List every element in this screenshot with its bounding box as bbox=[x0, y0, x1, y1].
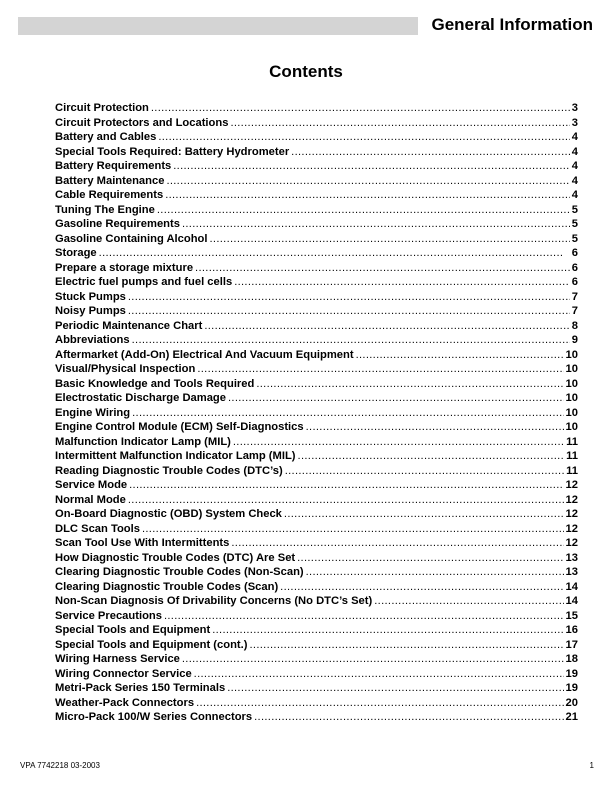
toc-entry-page: 8 bbox=[571, 319, 578, 332]
toc-entry-title: Malfunction Indicator Lamp (MIL) bbox=[55, 435, 231, 448]
toc-entry-page: 12 bbox=[565, 508, 578, 520]
toc-dot-leader bbox=[158, 130, 569, 145]
toc-entry-title: Metri-Pack Series 150 Terminals bbox=[55, 682, 226, 694]
toc-dot-leader bbox=[209, 232, 569, 247]
toc-entry[interactable] bbox=[55, 145, 578, 160]
toc-entry[interactable] bbox=[55, 580, 578, 595]
page-title: Contents bbox=[269, 62, 343, 81]
toc-entry-title: Visual/Physical Inspection bbox=[55, 363, 196, 375]
toc-entry-title: Tuning The Engine bbox=[55, 203, 155, 216]
toc-dot-leader bbox=[173, 159, 570, 174]
toc-entry-page: 20 bbox=[565, 696, 578, 709]
toc-dot-leader bbox=[228, 391, 564, 406]
toc-dot-leader bbox=[227, 681, 563, 696]
toc-entry-title: Engine Control Module (ECM) Self-Diagnostics bbox=[55, 421, 304, 433]
toc-dot-leader bbox=[284, 507, 564, 522]
toc-entry-title: Stuck Pumps bbox=[55, 290, 126, 303]
toc-entry-page: 9 bbox=[571, 334, 578, 346]
section-title: General Information bbox=[431, 15, 593, 34]
toc-dot-leader bbox=[356, 348, 564, 363]
toc-entry[interactable] bbox=[55, 159, 578, 174]
toc-entry[interactable] bbox=[55, 116, 578, 131]
table-of-contents bbox=[55, 101, 578, 725]
toc-entry-title: Abbreviations bbox=[55, 334, 130, 346]
toc-entry-title: Cable Requirements bbox=[55, 189, 164, 201]
toc-entry[interactable] bbox=[55, 101, 578, 116]
toc-entry-page: 21 bbox=[565, 711, 578, 723]
toc-dot-leader bbox=[132, 333, 570, 348]
toc-dot-leader bbox=[280, 580, 563, 595]
toc-dot-leader bbox=[234, 275, 570, 290]
toc-entry[interactable] bbox=[55, 188, 578, 203]
toc-entry-page: 11 bbox=[566, 450, 578, 462]
toc-entry[interactable] bbox=[55, 290, 578, 305]
toc-entry-title: Battery Maintenance bbox=[55, 174, 165, 187]
footer-doc-id: VPA 7742218 03-2003 bbox=[20, 761, 100, 770]
toc-entry-title: Scan Tool Use With Intermittents bbox=[55, 537, 230, 549]
toc-entry-title: Wiring Connector Service bbox=[55, 667, 192, 680]
toc-dot-leader bbox=[166, 174, 569, 189]
toc-dot-leader bbox=[129, 478, 563, 493]
toc-dot-leader bbox=[249, 638, 563, 653]
toc-dot-leader bbox=[306, 565, 564, 580]
toc-entry[interactable] bbox=[55, 507, 578, 522]
toc-entry-page: 13 bbox=[565, 566, 578, 578]
toc-dot-leader bbox=[254, 710, 563, 725]
toc-entry-title: Service Mode bbox=[55, 479, 128, 491]
toc-entry-title: Clearing Diagnostic Trouble Codes (Non-Scan) bbox=[55, 566, 304, 578]
toc-dot-leader bbox=[291, 145, 570, 160]
toc-entry-title: Intermittent Malfunction Indicator Lamp (MIL) bbox=[55, 450, 296, 462]
toc-entry-title: Micro-Pack 100/W Series Connectors bbox=[55, 711, 253, 723]
toc-entry-page: 11 bbox=[566, 464, 578, 477]
toc-entry-page: 18 bbox=[565, 653, 578, 665]
toc-dot-leader bbox=[157, 203, 570, 218]
toc-entry[interactable] bbox=[55, 478, 578, 493]
toc-entry-title: Aftermarket (Add-On) Electrical And Vacuum Equipment bbox=[55, 348, 354, 361]
toc-entry-page: 4 bbox=[571, 160, 578, 172]
toc-entry[interactable] bbox=[55, 217, 578, 232]
toc-dot-leader bbox=[231, 536, 563, 551]
toc-entry-page: 5 bbox=[571, 203, 578, 216]
toc-entry[interactable] bbox=[55, 609, 578, 624]
toc-entry[interactable] bbox=[55, 522, 578, 537]
toc-entry[interactable] bbox=[55, 623, 578, 638]
toc-entry-title: Noisy Pumps bbox=[55, 305, 126, 317]
toc-entry-page: 16 bbox=[565, 624, 578, 636]
toc-dot-leader bbox=[151, 101, 570, 116]
toc-entry-title: Special Tools and Equipment bbox=[55, 624, 211, 636]
toc-dot-leader bbox=[196, 696, 563, 711]
toc-entry[interactable] bbox=[55, 551, 578, 566]
toc-entry[interactable] bbox=[55, 319, 578, 334]
toc-entry-page: 14 bbox=[565, 595, 578, 607]
toc-entry-title: Clearing Diagnostic Trouble Codes (Scan) bbox=[55, 580, 279, 593]
toc-entry[interactable] bbox=[55, 652, 578, 667]
toc-entry-page: 3 bbox=[571, 102, 578, 114]
toc-entry-title: Circuit Protection bbox=[55, 102, 149, 114]
toc-dot-leader bbox=[306, 420, 564, 435]
toc-entry-page: 3 bbox=[571, 116, 578, 129]
header-bar bbox=[18, 17, 418, 35]
toc-entry-page: 17 bbox=[565, 638, 578, 651]
toc-entry-title: Non-Scan Diagnosis Of Drivability Concerns (No DTC’s Set) bbox=[55, 595, 373, 607]
toc-entry-title: DLC Scan Tools bbox=[55, 522, 140, 535]
toc-dot-leader bbox=[182, 217, 570, 232]
toc-dot-leader bbox=[204, 319, 569, 334]
toc-dot-leader bbox=[164, 609, 564, 624]
toc-entry-title: Service Precautions bbox=[55, 609, 162, 622]
toc-entry[interactable] bbox=[55, 377, 578, 392]
toc-entry[interactable] bbox=[55, 464, 578, 479]
toc-entry-title: Special Tools and Equipment (cont.) bbox=[55, 638, 248, 651]
toc-entry[interactable] bbox=[55, 435, 578, 450]
toc-entry[interactable] bbox=[55, 681, 578, 696]
toc-dot-leader bbox=[99, 246, 570, 261]
toc-dot-leader bbox=[230, 116, 569, 131]
toc-entry-page: 10 bbox=[565, 363, 578, 375]
toc-entry-title: Electric fuel pumps and fuel cells bbox=[55, 276, 233, 288]
toc-entry[interactable] bbox=[55, 348, 578, 363]
toc-entry-title: Circuit Protectors and Locations bbox=[55, 116, 229, 129]
toc-entry-title: Wiring Harness Service bbox=[55, 653, 180, 665]
toc-dot-leader bbox=[128, 493, 564, 508]
toc-entry-title: Gasoline Requirements bbox=[55, 218, 180, 230]
toc-entry-page: 10 bbox=[565, 421, 578, 433]
toc-entry-page: 7 bbox=[571, 290, 578, 303]
toc-entry-page: 4 bbox=[571, 131, 578, 143]
toc-entry-title: Battery and Cables bbox=[55, 131, 157, 143]
toc-entry[interactable] bbox=[55, 174, 578, 189]
toc-entry[interactable] bbox=[55, 536, 578, 551]
toc-entry-title: Gasoline Containing Alcohol bbox=[55, 232, 208, 245]
toc-entry-title: How Diagnostic Trouble Codes (DTC) Are Set bbox=[55, 551, 296, 564]
toc-entry-page: 12 bbox=[565, 522, 578, 535]
toc-entry-page: 7 bbox=[571, 305, 578, 317]
toc-entry-title: Storage bbox=[55, 247, 97, 259]
toc-entry-page: 6 bbox=[571, 276, 578, 288]
toc-dot-leader bbox=[212, 623, 563, 638]
toc-entry-page: 19 bbox=[565, 667, 578, 680]
toc-entry[interactable] bbox=[55, 232, 578, 247]
toc-entry[interactable] bbox=[55, 594, 578, 609]
toc-entry-page: 12 bbox=[565, 479, 578, 491]
toc-entry[interactable] bbox=[55, 333, 578, 348]
toc-entry[interactable] bbox=[55, 246, 578, 261]
toc-entry[interactable] bbox=[55, 710, 578, 725]
toc-entry[interactable] bbox=[55, 203, 578, 218]
toc-entry-page: 12 bbox=[565, 493, 578, 506]
toc-entry[interactable] bbox=[55, 638, 578, 653]
toc-entry-page: 5 bbox=[571, 232, 578, 245]
toc-dot-leader bbox=[285, 464, 564, 479]
toc-entry-title: Battery Requirements bbox=[55, 160, 172, 172]
toc-dot-leader bbox=[128, 290, 570, 305]
toc-entry-title: Basic Knowledge and Tools Required bbox=[55, 377, 255, 390]
toc-dot-leader bbox=[194, 667, 564, 682]
toc-dot-leader bbox=[374, 594, 563, 609]
toc-entry-page: 4 bbox=[571, 145, 578, 158]
toc-dot-leader bbox=[132, 406, 563, 421]
toc-entry-page: 4 bbox=[571, 189, 578, 201]
toc-entry[interactable] bbox=[55, 420, 578, 435]
toc-dot-leader bbox=[233, 435, 564, 450]
toc-entry[interactable] bbox=[55, 449, 578, 464]
toc-entry-title: On-Board Diagnostic (OBD) System Check bbox=[55, 508, 282, 520]
toc-entry-page: 10 bbox=[565, 406, 578, 419]
toc-entry-title: Electrostatic Discharge Damage bbox=[55, 392, 226, 404]
toc-dot-leader bbox=[297, 551, 563, 566]
toc-entry[interactable] bbox=[55, 696, 578, 711]
toc-dot-leader bbox=[165, 188, 570, 203]
toc-entry-page: 14 bbox=[565, 580, 578, 593]
toc-entry-title: Engine Wiring bbox=[55, 406, 131, 419]
toc-entry[interactable] bbox=[55, 362, 578, 377]
toc-entry[interactable] bbox=[55, 304, 578, 319]
toc-entry[interactable] bbox=[55, 667, 578, 682]
toc-entry-page: 15 bbox=[565, 609, 578, 622]
toc-entry-page: 6 bbox=[571, 261, 578, 274]
toc-entry-page: 6 bbox=[571, 247, 578, 259]
toc-entry[interactable] bbox=[55, 406, 578, 421]
toc-dot-leader bbox=[256, 377, 563, 392]
toc-dot-leader bbox=[128, 304, 570, 319]
toc-dot-leader bbox=[182, 652, 564, 667]
toc-entry[interactable] bbox=[55, 391, 578, 406]
toc-entry-page: 10 bbox=[565, 348, 578, 361]
toc-dot-leader bbox=[298, 449, 565, 464]
footer-page-number: 1 bbox=[589, 761, 594, 770]
toc-entry-page: 12 bbox=[565, 537, 578, 549]
toc-entry-page: 5 bbox=[571, 218, 578, 230]
toc-entry[interactable] bbox=[55, 261, 578, 276]
toc-entry-title: Reading Diagnostic Trouble Codes (DTC’s) bbox=[55, 464, 283, 477]
toc-dot-leader bbox=[195, 261, 570, 276]
toc-entry-page: 11 bbox=[566, 435, 578, 448]
toc-dot-leader bbox=[142, 522, 564, 537]
toc-entry-title: Weather-Pack Connectors bbox=[55, 696, 195, 709]
toc-entry-title: Normal Mode bbox=[55, 493, 126, 506]
toc-entry-title: Periodic Maintenance Chart bbox=[55, 319, 203, 332]
toc-entry-title: Prepare a storage mixture bbox=[55, 261, 194, 274]
toc-entry[interactable] bbox=[55, 493, 578, 508]
toc-entry[interactable] bbox=[55, 130, 578, 145]
toc-entry[interactable] bbox=[55, 565, 578, 580]
toc-entry-page: 10 bbox=[565, 392, 578, 404]
toc-entry-page: 19 bbox=[565, 682, 578, 694]
toc-entry[interactable] bbox=[55, 275, 578, 290]
toc-entry-title: Special Tools Required: Battery Hydrometer bbox=[55, 145, 290, 158]
toc-entry-page: 10 bbox=[565, 377, 578, 390]
toc-entry-page: 13 bbox=[565, 551, 578, 564]
toc-dot-leader bbox=[197, 362, 563, 377]
toc-entry-page: 4 bbox=[571, 174, 578, 187]
